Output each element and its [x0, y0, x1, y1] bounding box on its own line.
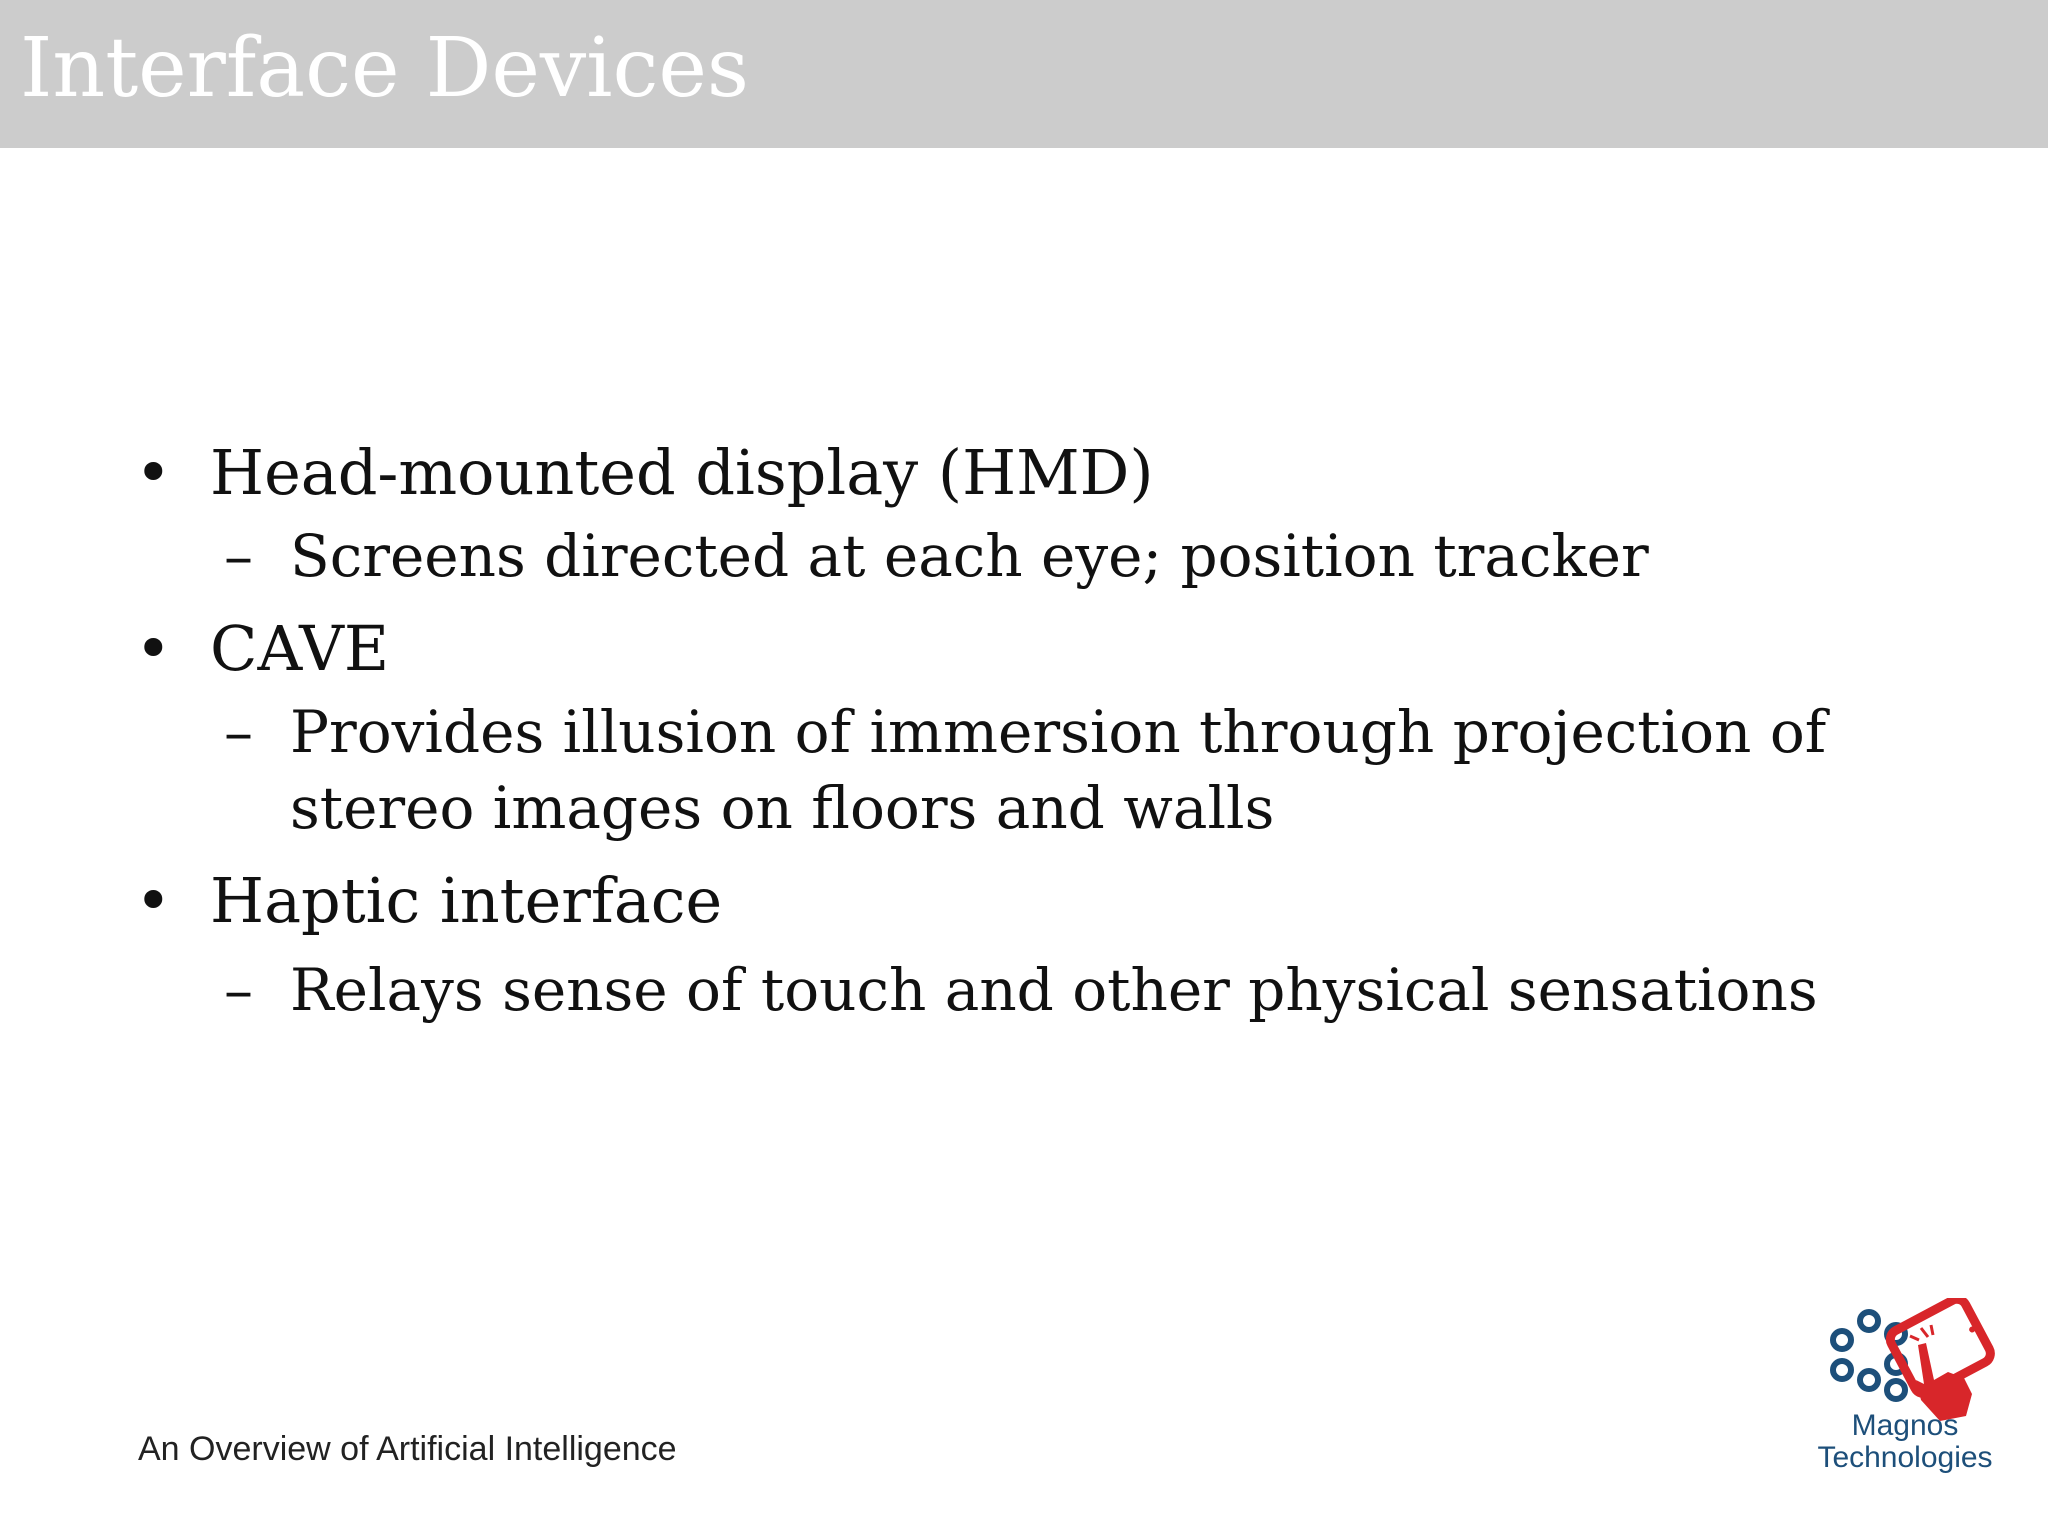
bullet-hmd — [135, 436, 1915, 510]
sub-bullet-haptic — [135, 952, 1915, 1028]
bullet-text: CAVE — [210, 612, 390, 685]
bullet-mark: • — [135, 436, 172, 509]
title-bar — [0, 0, 2048, 148]
sub-bullet-mark: – — [224, 522, 253, 590]
bullet-text: Haptic interface — [210, 864, 723, 937]
sub-bullet-mark: – — [224, 956, 253, 1024]
bullet-mark: • — [135, 864, 172, 937]
sub-bullet-text: Relays sense of touch and other physical sensations — [290, 956, 1818, 1024]
bullet-text: Head-mounted display (HMD) — [210, 436, 1154, 509]
sub-bullet-hmd — [135, 518, 1915, 594]
logo-line-technologies: Technologies — [1817, 1441, 1993, 1474]
footer-text: An Overview of Artificial Intelligence — [138, 1430, 677, 1468]
bullet-cave — [135, 612, 1915, 686]
bullet-haptic — [135, 864, 1915, 938]
logo-text — [1765, 1410, 2045, 1474]
sub-bullet-text: Provides illusion of immersion through projection of stereo images on floors and walls — [290, 698, 1827, 842]
bullet-mark: • — [135, 612, 172, 685]
sub-bullet-mark: – — [224, 698, 253, 766]
sub-bullet-cave — [135, 694, 1915, 846]
logo-line-magnos: Magnos — [1851, 1409, 1959, 1442]
slide-content — [135, 436, 1915, 1028]
page-title: Interface Devices — [20, 21, 749, 116]
sub-bullet-text: Screens directed at each eye; position tracker — [290, 522, 1649, 590]
